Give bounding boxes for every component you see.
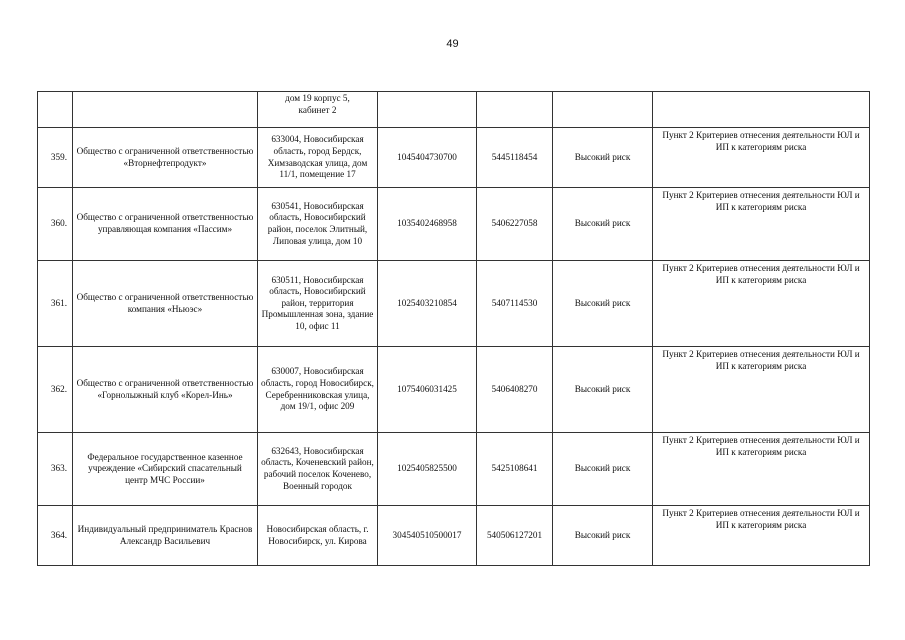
continuation-row [38, 92, 870, 128]
cell-basis: Пункт 2 Критериев отнесения деятельности ЮЛ и ИП к категориям риска [653, 347, 870, 433]
cell-inn: 5406408270 [477, 347, 553, 433]
cell-ogrn [378, 92, 477, 128]
table-body [38, 92, 870, 566]
cell-address: 630007, Новосибирская область, город Новосибирск, Серебренниковская улица, дом 19/1, офис 209 [258, 347, 378, 433]
table-row [38, 433, 870, 506]
cell-name: Федеральное государственное казенное учреждение «Сибирский спасательный центр МЧС России» [73, 433, 258, 506]
cell-risk: Высокий риск [553, 261, 653, 347]
page-number: 49 [446, 38, 459, 50]
cell-risk: Высокий риск [553, 188, 653, 261]
cell-num: 360. [38, 188, 73, 261]
cell-risk: Высокий риск [553, 128, 653, 188]
cell-ogrn: 1075406031425 [378, 347, 477, 433]
cell-ogrn: 1035402468958 [378, 188, 477, 261]
table-row [38, 347, 870, 433]
risk-registry-table [37, 91, 870, 566]
cell-name: Общество с ограниченной ответственностью управляющая компания «Пассим» [73, 188, 258, 261]
table-row [38, 188, 870, 261]
cell-inn: 540506127201 [477, 506, 553, 566]
cell-inn: 5445118454 [477, 128, 553, 188]
cell-address: дом 19 корпус 5, кабинет 2 [258, 92, 378, 128]
cell-inn: 5407114530 [477, 261, 553, 347]
cell-inn [477, 92, 553, 128]
cell-ogrn: 1045404730700 [378, 128, 477, 188]
cell-num: 361. [38, 261, 73, 347]
cell-basis [653, 92, 870, 128]
cell-inn: 5425108641 [477, 433, 553, 506]
cell-risk [553, 92, 653, 128]
cell-num [38, 92, 73, 128]
table-row [38, 261, 870, 347]
cell-basis: Пункт 2 Критериев отнесения деятельности ЮЛ и ИП к категориям риска [653, 188, 870, 261]
cell-name: Общество с ограниченной ответственностью «Горнолыжный клуб «Корел-Инь» [73, 347, 258, 433]
cell-ogrn: 304540510500017 [378, 506, 477, 566]
cell-name: Общество с ограниченной ответственностью компания «Ньюэс» [73, 261, 258, 347]
cell-ogrn: 1025405825500 [378, 433, 477, 506]
cell-address: 630541, Новосибирская область, Новосибирский район, поселок Элитный, Липовая улица, дом 10 [258, 188, 378, 261]
cell-num: 359. [38, 128, 73, 188]
cell-address: 633004, Новосибирская область, город Бердск, Химзаводская улица, дом 11/1, помещение 17 [258, 128, 378, 188]
table-row [38, 128, 870, 188]
cell-ogrn: 1025403210854 [378, 261, 477, 347]
cell-name: Индивидуальный предприниматель Краснов Александр Васильевич [73, 506, 258, 566]
cell-num: 363. [38, 433, 73, 506]
cell-address: Новосибирская область, г. Новосибирск, ул. Кирова [258, 506, 378, 566]
cell-risk: Высокий риск [553, 506, 653, 566]
cell-basis: Пункт 2 Критериев отнесения деятельности ЮЛ и ИП к категориям риска [653, 261, 870, 347]
cell-risk: Высокий риск [553, 347, 653, 433]
cell-num: 362. [38, 347, 73, 433]
cell-inn: 5406227058 [477, 188, 553, 261]
cell-num: 364. [38, 506, 73, 566]
cell-basis: Пункт 2 Критериев отнесения деятельности ЮЛ и ИП к категориям риска [653, 433, 870, 506]
cell-address: 630511, Новосибирская область, Новосибирский район, территория Промышленная зона, здание 10, офис 11 [258, 261, 378, 347]
cell-risk: Высокий риск [553, 433, 653, 506]
cell-address: 632643, Новосибирская область, Коченевский район, рабочий поселок Коченево, Военный городок [258, 433, 378, 506]
cell-name [73, 92, 258, 128]
table-row [38, 506, 870, 566]
cell-basis: Пункт 2 Критериев отнесения деятельности ЮЛ и ИП к категориям риска [653, 506, 870, 566]
cell-basis: Пункт 2 Критериев отнесения деятельности ЮЛ и ИП к категориям риска [653, 128, 870, 188]
cell-name: Общество с ограниченной ответственностью «Вторнефтепродукт» [73, 128, 258, 188]
